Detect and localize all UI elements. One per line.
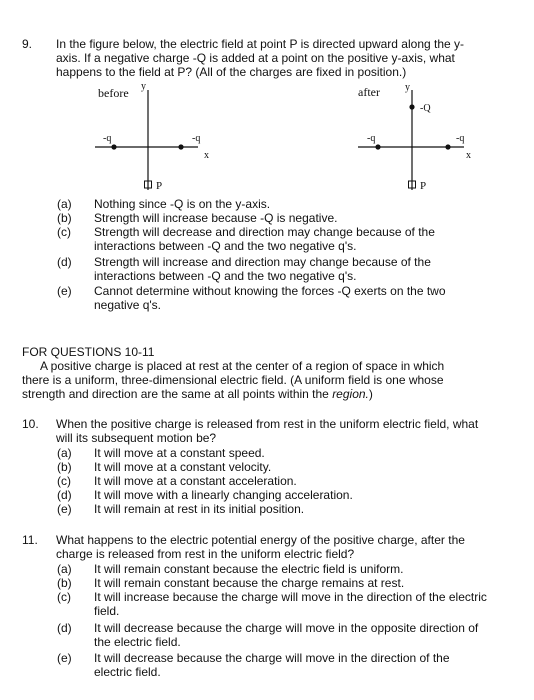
- q9-option-a-text: Nothing since -Q is on the y-axis.: [94, 197, 271, 211]
- section-intro-line-1: A positive charge is placed at rest at the center of a region of space in which: [40, 359, 445, 373]
- q10-option-b-text: It will move at a constant velocity.: [94, 460, 272, 474]
- after-label: after: [358, 85, 380, 99]
- section-intro-line-3-end: ): [368, 387, 373, 401]
- question-11-stem-line-1: What happens to the electric potential energy of the positive charge, after the: [56, 533, 465, 547]
- q9-option-c-text-1: Strength will decrease and direction may change because of the: [94, 225, 435, 239]
- q9-option-d-letter: (d): [57, 255, 72, 269]
- question-11-number: 11.: [22, 533, 38, 547]
- q10-option-e-text: It will remain at rest in its initial position.: [94, 502, 305, 516]
- q10-option-a-text: It will move at a constant speed.: [94, 446, 265, 460]
- before-y-label: y: [141, 81, 146, 92]
- q9-option-c-text-2: interactions between -Q and the two negative q's.: [94, 239, 357, 253]
- question-10-stem-line-2: will its subsequent motion be?: [56, 431, 217, 445]
- q9-option-b-text: Strength will increase because -Q is negative.: [94, 211, 338, 225]
- after-point-p-label: P: [420, 180, 427, 192]
- q11-option-a-text: It will remain constant because the electric field is uniform.: [94, 562, 404, 576]
- charge-figure: [0, 78, 534, 196]
- q11-option-e-letter: (e): [57, 651, 72, 665]
- q11-option-d-letter: (d): [57, 621, 72, 635]
- q11-option-b-text: It will remain constant because the charge remains at rest.: [94, 576, 405, 590]
- section-intro-line-3-italic: region.: [332, 387, 369, 401]
- q11-option-c-text-1: It will increase because the charge will move in the direction of the electric: [94, 590, 487, 604]
- before-right-charge-label: -q: [192, 133, 201, 144]
- before-point-p-label: P: [156, 180, 163, 192]
- q11-option-c-letter: (c): [57, 590, 71, 604]
- after-x-label: x: [466, 150, 471, 161]
- q10-option-c-letter: (c): [57, 474, 71, 488]
- after-added-charge-dot: [409, 104, 414, 109]
- question-11-stem-line-2: charge is released from rest in the uniform electric field?: [56, 547, 355, 561]
- q11-option-c-text-2: field.: [94, 604, 120, 618]
- question-10-stem-line-1: When the positive charge is released from rest in the uniform electric field, what: [56, 417, 479, 431]
- after-y-label: y: [405, 82, 410, 93]
- before-left-charge-dot: [111, 144, 116, 149]
- question-9-stem-line-1: In the figure below, the electric field at point P is directed upward along the y-: [56, 37, 465, 51]
- before-right-charge-dot: [178, 144, 183, 149]
- q9-option-e-letter: (e): [57, 284, 72, 298]
- after-right-charge-dot: [445, 144, 450, 149]
- section-intro-line-3-main: strength and direction are the same at all points within the: [22, 387, 333, 401]
- q11-option-a-letter: (a): [57, 562, 72, 576]
- q10-option-a-letter: (a): [57, 446, 72, 460]
- q11-option-e-text-1: It will decrease because the charge will move in the direction of the: [94, 651, 450, 665]
- after-left-charge-label: -q: [367, 133, 376, 144]
- question-10-number: 10.: [22, 417, 39, 431]
- q11-option-b-letter: (b): [57, 576, 72, 590]
- question-9-stem-line-2: axis. If a negative charge -Q is added at a point on the positive y-axis, what: [56, 51, 455, 65]
- question-9-stem-line-3: happens to the field at P? (All of the charges are fixed in position.): [56, 65, 407, 79]
- q9-option-a-letter: (a): [57, 197, 72, 211]
- q9-option-d-text-1: Strength will increase and direction may change because of the: [94, 255, 431, 269]
- q10-option-d-text: It will move with a linearly changing acceleration.: [94, 488, 353, 502]
- q9-option-c-letter: (c): [57, 225, 71, 239]
- section-heading: FOR QUESTIONS 10-11: [22, 345, 155, 359]
- before-x-label: x: [204, 150, 209, 161]
- q11-option-d-text-1: It will decrease because the charge will move in the opposite direction of: [94, 621, 479, 635]
- q9-option-d-text-2: interactions between -Q and the two negative q's.: [94, 269, 357, 283]
- q11-option-e-text-2: electric field.: [94, 665, 161, 679]
- q10-option-b-letter: (b): [57, 460, 72, 474]
- section-intro-line-3: [22, 387, 373, 401]
- after-right-charge-label: -q: [456, 133, 465, 144]
- question-9-number: 9.: [22, 37, 33, 51]
- q9-option-e-text-2: negative q's.: [94, 298, 162, 312]
- after-added-charge-label: -Q: [420, 103, 431, 114]
- q9-option-b-letter: (b): [57, 211, 72, 225]
- q10-option-d-letter: (d): [57, 488, 72, 502]
- q10-option-c-text: It will move at a constant acceleration.: [94, 474, 297, 488]
- before-left-charge-label: -q: [103, 133, 112, 144]
- q9-option-e-text-1: Cannot determine without knowing the forces -Q exerts on the two: [94, 284, 446, 298]
- q10-option-e-letter: (e): [57, 502, 72, 516]
- q11-option-d-text-2: the electric field.: [94, 635, 181, 649]
- section-intro-line-2: there is a uniform, three-dimensional electric field. (A uniform field is one whose: [22, 373, 444, 387]
- after-left-charge-dot: [375, 144, 380, 149]
- before-label: before: [98, 86, 129, 100]
